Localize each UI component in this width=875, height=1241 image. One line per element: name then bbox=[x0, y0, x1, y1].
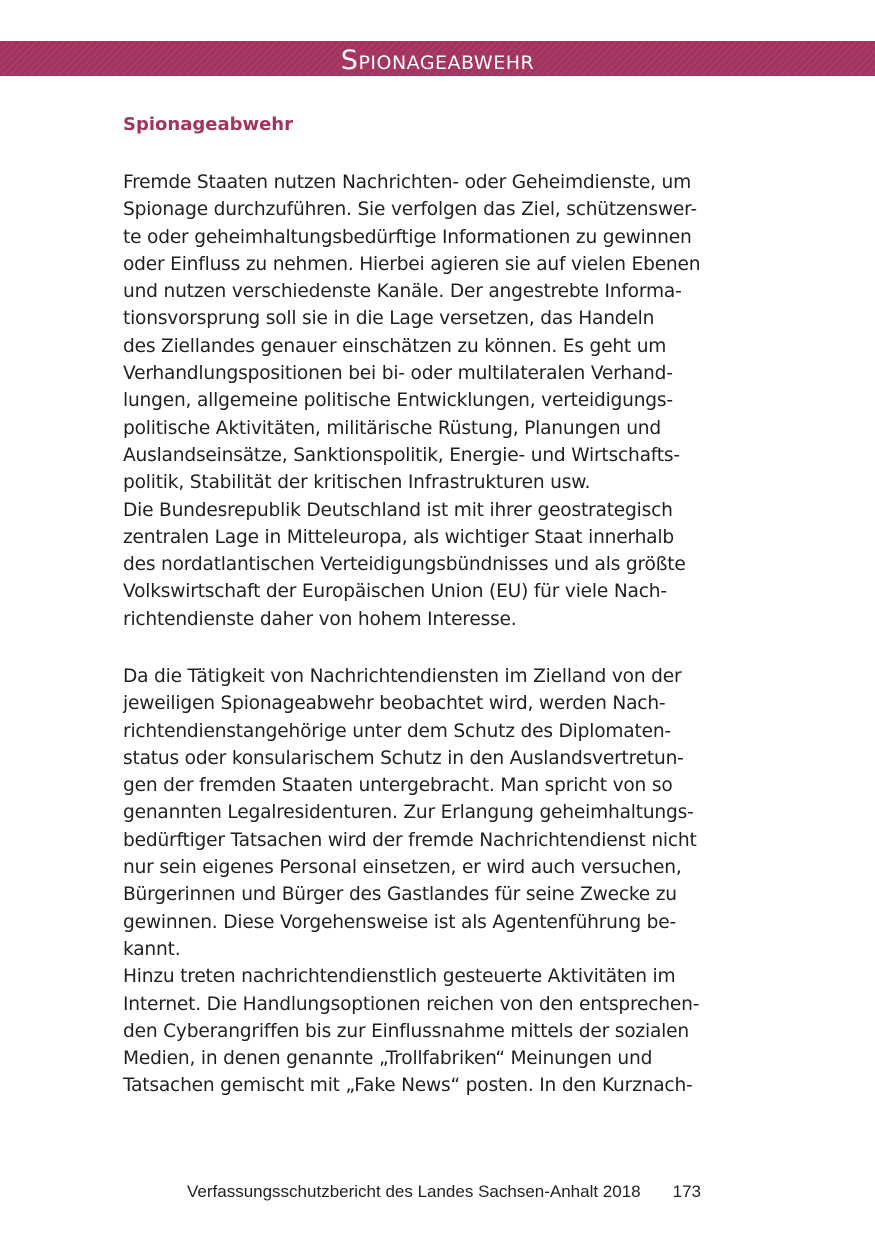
text-line: te oder geheimhaltungsbedürftige Informationen zu gewinnen bbox=[123, 226, 692, 248]
text-line: Internet. Die Handlungsoptionen reichen von den entsprechen- bbox=[123, 993, 700, 1015]
text-line: genannten Legalresidenturen. Zur Erlangung geheimhaltungs- bbox=[123, 802, 694, 824]
text-line: richtendienstangehörige unter dem Schutz des Diplomaten- bbox=[123, 720, 671, 742]
text-line: Medien, in denen genannte „Trollfabriken“ Meinungen und bbox=[123, 1048, 653, 1070]
text-line: des Ziellandes genauer einschätzen zu können. Es geht um bbox=[123, 335, 667, 357]
text-line: Bürgerinnen und Bürger des Gastlandes für seine Zwecke zu bbox=[123, 884, 677, 906]
text-line: Die Bundesrepublik Deutschland ist mit ihrer geostrategisch bbox=[123, 499, 673, 521]
text-line: tionsvorsprung soll sie in die Lage versetzen, das Handeln bbox=[123, 308, 655, 330]
text-line: richtendienste daher von hohem Interesse. bbox=[123, 608, 517, 630]
text-line: politische Aktivitäten, militärische Rüstung, Planungen und bbox=[123, 417, 661, 439]
text-line: zentralen Lage in Mitteleuropa, als wichtiger Staat innerhalb bbox=[123, 526, 674, 548]
body-paragraph-1 bbox=[123, 169, 763, 633]
text-line: gen der fremden Staaten untergebracht. Man spricht von so bbox=[123, 775, 673, 797]
text-line: kannt. bbox=[123, 938, 181, 960]
text-line: den Cyberangriffen bis zur Einflussnahme mittels der sozialen bbox=[123, 1020, 689, 1042]
footer-text: Verfassungsschutzbericht des Landes Sachsen-Anhalt 2018 bbox=[187, 1182, 641, 1201]
text-line: Spionage durchzuführen. Sie verfolgen das Ziel, schützenswer- bbox=[123, 199, 697, 221]
text-line: bedürftiger Tatsachen wird der fremde Nachrichtendienst nicht bbox=[123, 829, 697, 851]
text-line: Hinzu treten nachrichtendienstlich gesteuerte Aktivitäten im bbox=[123, 966, 676, 988]
text-line: des nordatlantischen Verteidigungsbündnisses und als größte bbox=[123, 554, 686, 576]
text-line: politik, Stabilität der kritischen Infrastrukturen usw. bbox=[123, 472, 591, 494]
text-line: Auslandseinsätze, Sanktionspolitik, Energie- und Wirtschafts- bbox=[123, 444, 680, 466]
page-title bbox=[0, 41, 875, 76]
text-line: Verhandlungspositionen bei bi- oder multilateralen Verhand- bbox=[123, 363, 673, 385]
text-line: oder Einfluss zu nehmen. Hierbei agieren sie auf vielen Ebenen bbox=[123, 253, 701, 275]
text-line: Da die Tätigkeit von Nachrichtendiensten im Zielland von der bbox=[123, 666, 682, 687]
text-line: jeweiligen Spionageabwehr beobachtet wird, werden Nach- bbox=[123, 693, 666, 715]
text-line: Volkswirtschaft der Europäischen Union (EU) für viele Nach- bbox=[123, 581, 667, 603]
text-line: status oder konsularischem Schutz in den Auslandsvertretun- bbox=[123, 747, 684, 769]
page-number: 173 bbox=[672, 1182, 702, 1201]
text-line: Tatsachen gemischt mit „Fake News“ posten. In den Kurznach- bbox=[123, 1075, 693, 1097]
page-title-rest: PIONAGEABWEHR bbox=[358, 52, 535, 74]
section-heading: Spionageabwehr bbox=[123, 114, 293, 135]
text-line: und nutzen verschiedenste Kanäle. Der angestrebte Informa- bbox=[123, 281, 682, 303]
text-line: lungen, allgemeine politische Entwicklungen, verteidigungs- bbox=[123, 390, 673, 412]
text-line: Fremde Staaten nutzen Nachrichten- oder Geheimdienste, um bbox=[123, 172, 692, 193]
page-title-initial: S bbox=[340, 45, 359, 76]
body-paragraph-2 bbox=[123, 663, 763, 1100]
text-line: nur sein eigenes Personal einsetzen, er wird auch versuchen, bbox=[123, 857, 682, 879]
header-band bbox=[0, 41, 875, 76]
page-footer bbox=[187, 1182, 701, 1202]
text-line: gewinnen. Diese Vorgehensweise ist als Agentenführung be- bbox=[123, 911, 677, 933]
